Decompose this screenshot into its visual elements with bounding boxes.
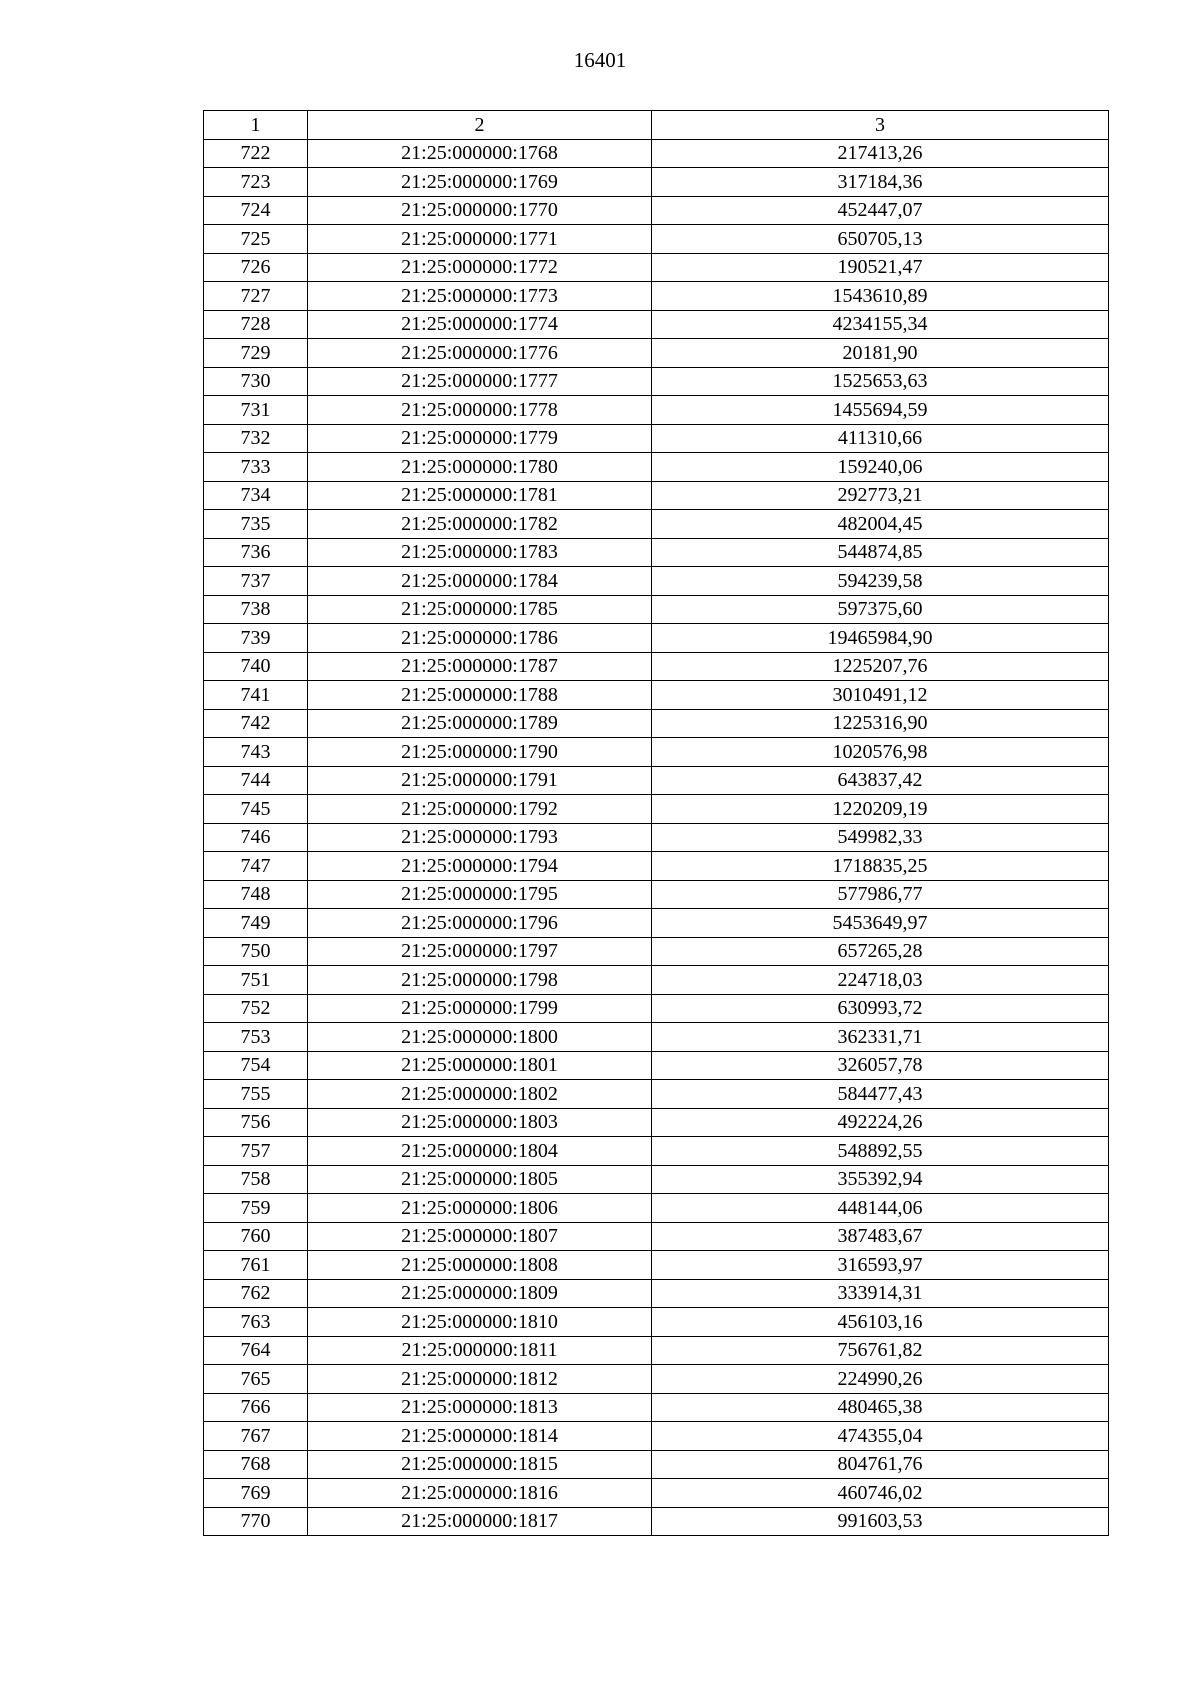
cadastral-number-cell: 21:25:000000:1804 xyxy=(308,1137,652,1166)
cadastral-number-cell: 21:25:000000:1801 xyxy=(308,1051,652,1080)
table-row xyxy=(204,1365,1109,1394)
cadastral-number-cell: 21:25:000000:1785 xyxy=(308,595,652,624)
cadastral-number-cell: 21:25:000000:1790 xyxy=(308,738,652,767)
table-row xyxy=(204,795,1109,824)
table-row xyxy=(204,481,1109,510)
cadastral-number-cell: 21:25:000000:1815 xyxy=(308,1450,652,1479)
row-number-cell: 722 xyxy=(204,139,308,168)
row-number-cell: 730 xyxy=(204,367,308,396)
column-header-1: 1 xyxy=(204,111,308,140)
table-row xyxy=(204,823,1109,852)
table-row xyxy=(204,538,1109,567)
value-cell: 362331,71 xyxy=(652,1023,1109,1052)
row-number-cell: 745 xyxy=(204,795,308,824)
row-number-cell: 751 xyxy=(204,966,308,995)
value-cell: 20181,90 xyxy=(652,339,1109,368)
table-row xyxy=(204,1308,1109,1337)
cadastral-number-cell: 21:25:000000:1787 xyxy=(308,652,652,681)
value-cell: 355392,94 xyxy=(652,1165,1109,1194)
table-row xyxy=(204,1222,1109,1251)
cadastral-number-cell: 21:25:000000:1810 xyxy=(308,1308,652,1337)
value-cell: 548892,55 xyxy=(652,1137,1109,1166)
value-cell: 1220209,19 xyxy=(652,795,1109,824)
table-row xyxy=(204,1137,1109,1166)
value-cell: 584477,43 xyxy=(652,1080,1109,1109)
row-number-cell: 763 xyxy=(204,1308,308,1337)
row-number-cell: 761 xyxy=(204,1251,308,1280)
page-number: 16401 xyxy=(573,48,627,72)
row-number-cell: 731 xyxy=(204,396,308,425)
row-number-cell: 752 xyxy=(204,994,308,1023)
table-row xyxy=(204,624,1109,653)
row-number-cell: 739 xyxy=(204,624,308,653)
table-row xyxy=(204,1422,1109,1451)
value-cell: 456103,16 xyxy=(652,1308,1109,1337)
row-number-cell: 743 xyxy=(204,738,308,767)
cadastral-number-cell: 21:25:000000:1773 xyxy=(308,282,652,311)
value-cell: 1020576,98 xyxy=(652,738,1109,767)
row-number-cell: 744 xyxy=(204,766,308,795)
cadastral-number-cell: 21:25:000000:1792 xyxy=(308,795,652,824)
table-row xyxy=(204,453,1109,482)
value-cell: 1525653,63 xyxy=(652,367,1109,396)
table-row xyxy=(204,225,1109,254)
cadastral-number-cell: 21:25:000000:1777 xyxy=(308,367,652,396)
cadastral-number-cell: 21:25:000000:1797 xyxy=(308,937,652,966)
table-row xyxy=(204,1450,1109,1479)
value-cell: 224990,26 xyxy=(652,1365,1109,1394)
row-number-cell: 770 xyxy=(204,1507,308,1536)
data-table xyxy=(203,110,1109,1536)
value-cell: 1543610,89 xyxy=(652,282,1109,311)
value-cell: 577986,77 xyxy=(652,880,1109,909)
cadastral-number-cell: 21:25:000000:1794 xyxy=(308,852,652,881)
table-row xyxy=(204,1165,1109,1194)
table-row xyxy=(204,852,1109,881)
row-number-cell: 729 xyxy=(204,339,308,368)
table-row xyxy=(204,595,1109,624)
value-cell: 3010491,12 xyxy=(652,681,1109,710)
table-row xyxy=(204,909,1109,938)
row-number-cell: 767 xyxy=(204,1422,308,1451)
cadastral-number-cell: 21:25:000000:1807 xyxy=(308,1222,652,1251)
row-number-cell: 738 xyxy=(204,595,308,624)
table-row xyxy=(204,1279,1109,1308)
table-row xyxy=(204,709,1109,738)
table-row xyxy=(204,681,1109,710)
table-row xyxy=(204,1108,1109,1137)
table-row xyxy=(204,880,1109,909)
row-number-cell: 759 xyxy=(204,1194,308,1223)
table-row xyxy=(204,1051,1109,1080)
table-row xyxy=(204,937,1109,966)
cadastral-number-cell: 21:25:000000:1808 xyxy=(308,1251,652,1280)
row-number-cell: 753 xyxy=(204,1023,308,1052)
value-cell: 657265,28 xyxy=(652,937,1109,966)
row-number-cell: 725 xyxy=(204,225,308,254)
row-number-cell: 723 xyxy=(204,168,308,197)
column-header-2: 2 xyxy=(308,111,652,140)
table-row xyxy=(204,1080,1109,1109)
value-cell: 292773,21 xyxy=(652,481,1109,510)
value-cell: 316593,97 xyxy=(652,1251,1109,1280)
table-row xyxy=(204,139,1109,168)
cadastral-number-cell: 21:25:000000:1786 xyxy=(308,624,652,653)
value-cell: 482004,45 xyxy=(652,510,1109,539)
table-row xyxy=(204,738,1109,767)
cadastral-number-cell: 21:25:000000:1809 xyxy=(308,1279,652,1308)
value-cell: 224718,03 xyxy=(652,966,1109,995)
row-number-cell: 750 xyxy=(204,937,308,966)
table-row xyxy=(204,1507,1109,1536)
row-number-cell: 737 xyxy=(204,567,308,596)
row-number-cell: 768 xyxy=(204,1450,308,1479)
cadastral-number-cell: 21:25:000000:1811 xyxy=(308,1336,652,1365)
cadastral-number-cell: 21:25:000000:1770 xyxy=(308,196,652,225)
cadastral-number-cell: 21:25:000000:1791 xyxy=(308,766,652,795)
cadastral-number-cell: 21:25:000000:1803 xyxy=(308,1108,652,1137)
value-cell: 19465984,90 xyxy=(652,624,1109,653)
cadastral-number-cell: 21:25:000000:1782 xyxy=(308,510,652,539)
row-number-cell: 724 xyxy=(204,196,308,225)
table-row xyxy=(204,253,1109,282)
value-cell: 326057,78 xyxy=(652,1051,1109,1080)
row-number-cell: 764 xyxy=(204,1336,308,1365)
row-number-cell: 769 xyxy=(204,1479,308,1508)
value-cell: 594239,58 xyxy=(652,567,1109,596)
table-row xyxy=(204,1194,1109,1223)
row-number-cell: 757 xyxy=(204,1137,308,1166)
row-number-cell: 746 xyxy=(204,823,308,852)
row-number-cell: 728 xyxy=(204,310,308,339)
table-row xyxy=(204,966,1109,995)
value-cell: 159240,06 xyxy=(652,453,1109,482)
cadastral-number-cell: 21:25:000000:1788 xyxy=(308,681,652,710)
row-number-cell: 755 xyxy=(204,1080,308,1109)
table-row xyxy=(204,168,1109,197)
row-number-cell: 741 xyxy=(204,681,308,710)
table-row xyxy=(204,424,1109,453)
table-body xyxy=(204,139,1109,1536)
cadastral-number-cell: 21:25:000000:1779 xyxy=(308,424,652,453)
cadastral-number-cell: 21:25:000000:1769 xyxy=(308,168,652,197)
row-number-cell: 732 xyxy=(204,424,308,453)
table-row xyxy=(204,652,1109,681)
cadastral-number-cell: 21:25:000000:1771 xyxy=(308,225,652,254)
cadastral-number-cell: 21:25:000000:1789 xyxy=(308,709,652,738)
cadastral-number-cell: 21:25:000000:1778 xyxy=(308,396,652,425)
row-number-cell: 742 xyxy=(204,709,308,738)
cadastral-number-cell: 21:25:000000:1805 xyxy=(308,1165,652,1194)
table-row xyxy=(204,367,1109,396)
cadastral-number-cell: 21:25:000000:1796 xyxy=(308,909,652,938)
cadastral-number-cell: 21:25:000000:1816 xyxy=(308,1479,652,1508)
value-cell: 480465,38 xyxy=(652,1393,1109,1422)
table-row xyxy=(204,1023,1109,1052)
value-cell: 1225316,90 xyxy=(652,709,1109,738)
value-cell: 1718835,25 xyxy=(652,852,1109,881)
value-cell: 190521,47 xyxy=(652,253,1109,282)
value-cell: 4234155,34 xyxy=(652,310,1109,339)
row-number-cell: 766 xyxy=(204,1393,308,1422)
value-cell: 597375,60 xyxy=(652,595,1109,624)
row-number-cell: 747 xyxy=(204,852,308,881)
row-number-cell: 754 xyxy=(204,1051,308,1080)
value-cell: 474355,04 xyxy=(652,1422,1109,1451)
cadastral-number-cell: 21:25:000000:1784 xyxy=(308,567,652,596)
table-header-row xyxy=(204,111,1109,140)
row-number-cell: 740 xyxy=(204,652,308,681)
column-header-3: 3 xyxy=(652,111,1109,140)
value-cell: 411310,66 xyxy=(652,424,1109,453)
row-number-cell: 765 xyxy=(204,1365,308,1394)
row-number-cell: 727 xyxy=(204,282,308,311)
cadastral-number-cell: 21:25:000000:1806 xyxy=(308,1194,652,1223)
row-number-cell: 735 xyxy=(204,510,308,539)
value-cell: 756761,82 xyxy=(652,1336,1109,1365)
table-row xyxy=(204,994,1109,1023)
value-cell: 317184,36 xyxy=(652,168,1109,197)
cadastral-number-cell: 21:25:000000:1783 xyxy=(308,538,652,567)
table-row xyxy=(204,196,1109,225)
table-row xyxy=(204,339,1109,368)
table-row xyxy=(204,1479,1109,1508)
cadastral-number-cell: 21:25:000000:1793 xyxy=(308,823,652,852)
cadastral-number-cell: 21:25:000000:1812 xyxy=(308,1365,652,1394)
value-cell: 333914,31 xyxy=(652,1279,1109,1308)
cadastral-number-cell: 21:25:000000:1776 xyxy=(308,339,652,368)
table-row xyxy=(204,567,1109,596)
value-cell: 544874,85 xyxy=(652,538,1109,567)
cadastral-number-cell: 21:25:000000:1802 xyxy=(308,1080,652,1109)
value-cell: 5453649,97 xyxy=(652,909,1109,938)
cadastral-number-cell: 21:25:000000:1780 xyxy=(308,453,652,482)
cadastral-number-cell: 21:25:000000:1795 xyxy=(308,880,652,909)
row-number-cell: 734 xyxy=(204,481,308,510)
cadastral-number-cell: 21:25:000000:1799 xyxy=(308,994,652,1023)
row-number-cell: 748 xyxy=(204,880,308,909)
cadastral-number-cell: 21:25:000000:1814 xyxy=(308,1422,652,1451)
cadastral-number-cell: 21:25:000000:1800 xyxy=(308,1023,652,1052)
value-cell: 452447,07 xyxy=(652,196,1109,225)
value-cell: 460746,02 xyxy=(652,1479,1109,1508)
row-number-cell: 733 xyxy=(204,453,308,482)
cadastral-number-cell: 21:25:000000:1781 xyxy=(308,481,652,510)
table-row xyxy=(204,1393,1109,1422)
value-cell: 448144,06 xyxy=(652,1194,1109,1223)
table-row xyxy=(204,510,1109,539)
table-row xyxy=(204,1336,1109,1365)
value-cell: 804761,76 xyxy=(652,1450,1109,1479)
cadastral-number-cell: 21:25:000000:1813 xyxy=(308,1393,652,1422)
table-row xyxy=(204,310,1109,339)
value-cell: 630993,72 xyxy=(652,994,1109,1023)
cadastral-number-cell: 21:25:000000:1798 xyxy=(308,966,652,995)
value-cell: 549982,33 xyxy=(652,823,1109,852)
value-cell: 217413,26 xyxy=(652,139,1109,168)
row-number-cell: 726 xyxy=(204,253,308,282)
cadastral-number-cell: 21:25:000000:1772 xyxy=(308,253,652,282)
value-cell: 991603,53 xyxy=(652,1507,1109,1536)
value-cell: 1455694,59 xyxy=(652,396,1109,425)
cadastral-number-cell: 21:25:000000:1768 xyxy=(308,139,652,168)
table-row xyxy=(204,282,1109,311)
value-cell: 1225207,76 xyxy=(652,652,1109,681)
value-cell: 643837,42 xyxy=(652,766,1109,795)
table-row xyxy=(204,766,1109,795)
row-number-cell: 736 xyxy=(204,538,308,567)
value-cell: 492224,26 xyxy=(652,1108,1109,1137)
table-row xyxy=(204,396,1109,425)
cadastral-number-cell: 21:25:000000:1774 xyxy=(308,310,652,339)
row-number-cell: 760 xyxy=(204,1222,308,1251)
value-cell: 387483,67 xyxy=(652,1222,1109,1251)
row-number-cell: 762 xyxy=(204,1279,308,1308)
row-number-cell: 749 xyxy=(204,909,308,938)
row-number-cell: 756 xyxy=(204,1108,308,1137)
table-row xyxy=(204,1251,1109,1280)
row-number-cell: 758 xyxy=(204,1165,308,1194)
value-cell: 650705,13 xyxy=(652,225,1109,254)
cadastral-number-cell: 21:25:000000:1817 xyxy=(308,1507,652,1536)
